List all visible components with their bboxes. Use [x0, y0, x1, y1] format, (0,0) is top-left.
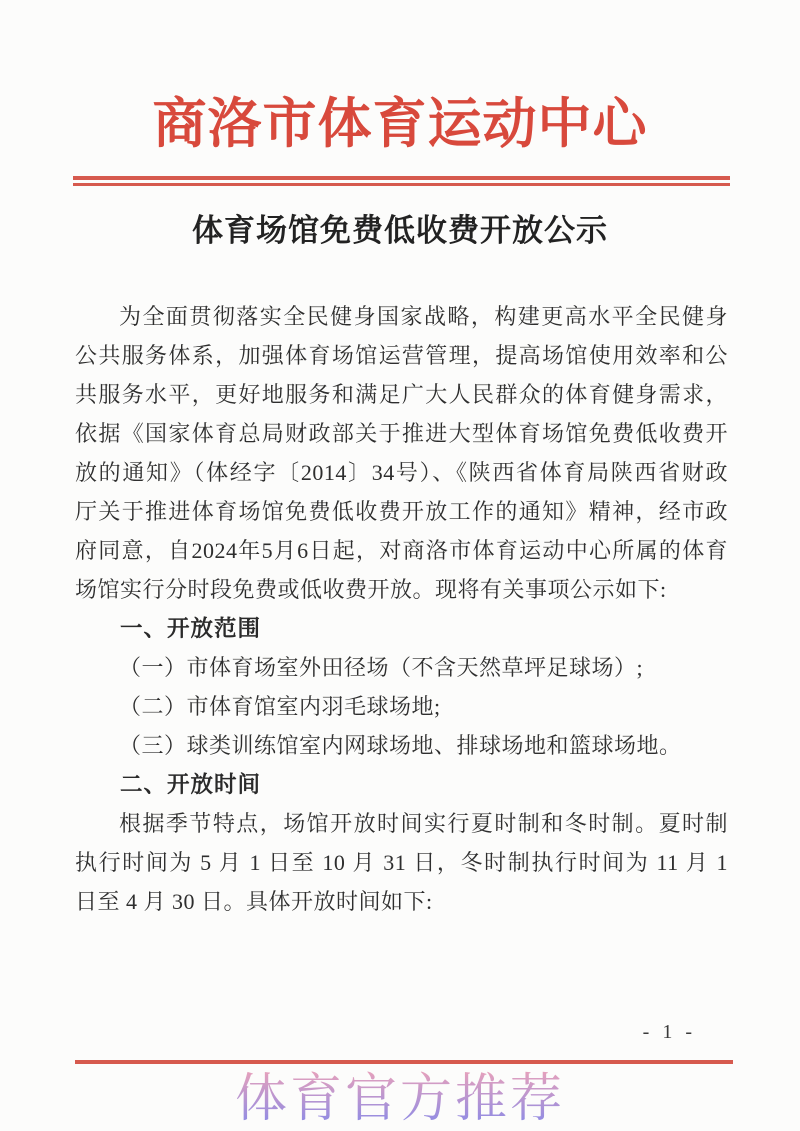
footer-divider — [75, 1060, 733, 1064]
section1-item: （一）市体育场室外田径场（不含天然草坪足球场）; — [119, 655, 644, 680]
section1-item: （二）市体育馆室内羽毛球场地; — [119, 694, 441, 719]
paragraph2-line: 执行时间为 5 月 1 日至 10 月 31 日，冬时制执行时间为 11 月 1 — [75, 850, 728, 875]
section2-heading: 二、开放时间 — [120, 772, 262, 797]
paragraph1-line: 为全面贯彻落实全民健身国家战略，构建更高水平全民健身 — [119, 304, 728, 329]
section1-heading: 一、开放范围 — [120, 616, 262, 641]
organization-title: 商洛市体育运动中心 — [152, 94, 648, 154]
header-divider — [73, 176, 730, 186]
paragraph1-line: 公共服务体系，加强体育场馆运营管理，提高场馆使用效率和公 — [75, 343, 728, 368]
paragraph1-line: 厅关于推进体育场馆免费低收费开放工作的通知》精神，经市政 — [75, 499, 728, 524]
paragraph1-line: 场馆实行分时段免费或低收费开放。现将有关事项公示如下: — [75, 577, 667, 602]
paragraph2-line: 根据季节特点，场馆开放时间实行夏时制和冬时制。夏时制 — [119, 811, 728, 836]
page-title: 体育场馆免费低收费开放公示 — [192, 213, 608, 248]
section1-item: （三）球类训练馆室内网球场地、排球场地和篮球场地。 — [119, 733, 682, 758]
paragraph1-line: 府同意，自2024年5月6日起，对商洛市体育运动中心所属的体育 — [75, 538, 728, 563]
paragraph2-line: 日至 4 月 30 日。具体开放时间如下: — [75, 889, 433, 914]
paragraph1-line: 放的通知》（体经字〔2014〕34号）、《陕西省体育局陕西省财政 — [75, 460, 728, 485]
paragraph1-line: 共服务水平，更好地服务和满足广大人民群众的体育健身需求， — [75, 382, 728, 407]
page-number: - 1 - — [642, 1021, 696, 1043]
document-body — [0, 297, 800, 921]
watermark-text: 体育官方推荐 — [235, 1056, 565, 1131]
paragraph1-line: 依据《国家体育总局财政部关于推进大型体育场馆免费低收费开 — [75, 421, 728, 446]
